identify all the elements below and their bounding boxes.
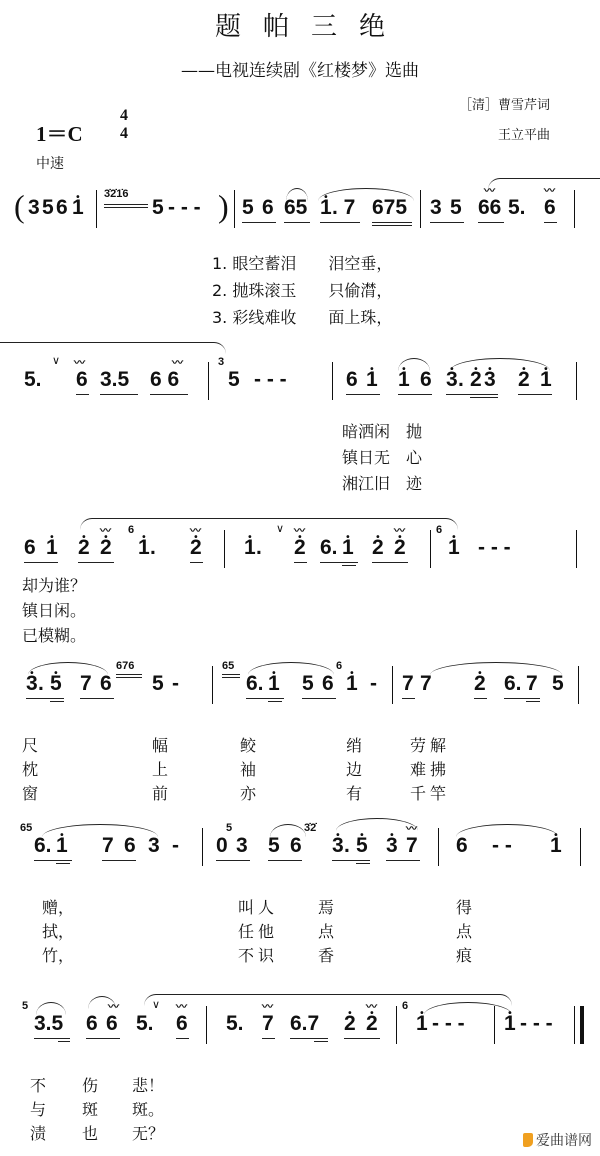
beam bbox=[372, 225, 412, 226]
beam bbox=[246, 698, 284, 699]
lyric-verse-3-word: 香 bbox=[318, 946, 335, 965]
note: 5 bbox=[450, 196, 462, 219]
lyric-verse-3-word: 渍 bbox=[30, 1124, 47, 1143]
grace-note: 6 bbox=[128, 524, 135, 536]
note: 5. bbox=[508, 196, 526, 219]
note: • 1 bbox=[366, 368, 378, 392]
beam bbox=[242, 222, 276, 223]
note: 6 bbox=[106, 1012, 118, 1035]
beam bbox=[24, 562, 58, 563]
beam bbox=[86, 1038, 120, 1039]
note: 7 bbox=[406, 834, 418, 857]
grace-note: 6 bbox=[436, 524, 443, 536]
note: . bbox=[458, 368, 464, 391]
lyric-verse-2-word: 点 bbox=[456, 922, 473, 941]
barline bbox=[208, 362, 209, 400]
lyric-verse-2-word: 斑。 bbox=[132, 1100, 165, 1119]
open-paren: ( bbox=[14, 188, 25, 224]
mordent-icon: 〰 bbox=[100, 524, 109, 537]
note: 65 bbox=[284, 196, 308, 219]
barline bbox=[576, 530, 577, 568]
note: 5 bbox=[268, 834, 280, 857]
lyric-verse-2: 2. 抛珠滚玉 只偷潸， bbox=[212, 281, 393, 300]
barline bbox=[224, 530, 225, 568]
lyric-verse-3-word: 也 bbox=[82, 1124, 99, 1143]
barline bbox=[574, 1006, 575, 1044]
grace-note: 5 bbox=[22, 1000, 29, 1012]
lyric-verse-2-word: 任他 bbox=[238, 922, 279, 941]
lyric-verse-3-word: 有 bbox=[346, 784, 363, 803]
beam bbox=[116, 674, 142, 675]
mordent-icon: 〰 bbox=[190, 524, 199, 537]
lyric-verse-1-word: 劳解 bbox=[410, 736, 451, 755]
time-signature-top: 4 bbox=[120, 107, 128, 124]
final-barline bbox=[580, 1006, 584, 1044]
lyric-verse-1-word: 不 bbox=[30, 1076, 47, 1095]
note: • 1 bbox=[540, 368, 552, 392]
beam bbox=[430, 222, 464, 223]
beam bbox=[320, 562, 358, 563]
note: 3 bbox=[148, 834, 160, 857]
lyric-verse-2-word: 与 bbox=[30, 1100, 47, 1119]
time-signature bbox=[116, 108, 132, 141]
note: • 2 bbox=[344, 1012, 356, 1036]
note: 3 bbox=[430, 196, 442, 219]
barline bbox=[438, 828, 439, 866]
note: 5. bbox=[136, 1012, 154, 1035]
beam bbox=[116, 677, 142, 678]
mordent-icon: 〰 bbox=[294, 524, 303, 537]
note: 5 bbox=[152, 672, 164, 695]
mordent-icon: 〰 bbox=[394, 524, 403, 537]
note: • 1 bbox=[72, 196, 84, 220]
note: 6 bbox=[346, 368, 358, 391]
beam bbox=[150, 394, 188, 395]
beam bbox=[76, 394, 89, 395]
dash: - - - bbox=[478, 536, 511, 559]
beam bbox=[268, 701, 282, 702]
beam bbox=[222, 674, 240, 675]
barline bbox=[396, 1006, 397, 1044]
lyric-verse-1: 却为谁？ bbox=[22, 576, 87, 595]
mordent-icon: 〰 bbox=[484, 184, 493, 197]
dash: - - - bbox=[520, 1012, 553, 1035]
mordent-icon: 〰 bbox=[366, 1000, 375, 1013]
beam bbox=[50, 701, 64, 702]
note: 5 bbox=[42, 196, 54, 219]
beam bbox=[78, 562, 114, 563]
note: 6 bbox=[322, 672, 334, 695]
barline bbox=[392, 666, 393, 704]
song-subtitle: ——电视连续剧《红楼梦》选曲 bbox=[181, 61, 419, 81]
beam bbox=[302, 698, 336, 699]
lyric-verse-2-word: 枕 bbox=[22, 760, 39, 779]
beam bbox=[34, 1038, 70, 1039]
note: • 1 bbox=[342, 536, 354, 560]
slur bbox=[488, 178, 600, 191]
note: 7 bbox=[102, 834, 114, 857]
note: • 2 bbox=[470, 368, 482, 392]
key-signature: 1＝C bbox=[36, 122, 83, 146]
beam bbox=[372, 562, 408, 563]
beam bbox=[216, 860, 250, 861]
lyrics-line-4 bbox=[0, 736, 600, 816]
lyric-verse-3-word: 无？ bbox=[132, 1124, 165, 1143]
note: • 1 bbox=[398, 368, 410, 392]
dash: - - - bbox=[432, 1012, 465, 1035]
barline bbox=[576, 362, 577, 400]
lyric-verse-3-word: 前 bbox=[152, 784, 169, 803]
tempo-marking: 中速 bbox=[36, 156, 64, 172]
note: 6 bbox=[24, 536, 36, 559]
note: 6. bbox=[246, 672, 264, 695]
beam bbox=[26, 698, 64, 699]
beam bbox=[386, 860, 420, 861]
note: • 1 bbox=[346, 672, 358, 696]
note: 5 bbox=[242, 196, 254, 219]
note: 6 bbox=[86, 1012, 98, 1035]
note: • 1 bbox=[416, 1012, 428, 1036]
lyric-verse-1-word: 悲！ bbox=[132, 1076, 165, 1095]
lyric-verse-2-word: 袖 bbox=[240, 760, 257, 779]
note: 6 bbox=[176, 1012, 188, 1035]
note: 7 bbox=[420, 672, 432, 695]
beam bbox=[346, 394, 380, 395]
beam bbox=[80, 698, 114, 699]
barline bbox=[206, 1006, 207, 1044]
note: 6 bbox=[290, 834, 302, 857]
beam bbox=[356, 863, 370, 864]
lyrics-line-6 bbox=[0, 1076, 600, 1156]
mordent-icon: 〰 bbox=[544, 184, 553, 197]
slur bbox=[0, 342, 226, 355]
note: • 2 bbox=[294, 536, 306, 560]
beam bbox=[344, 1038, 380, 1039]
staff-line-2 bbox=[0, 354, 600, 400]
note: 7 bbox=[262, 1012, 274, 1035]
close-paren: ) bbox=[218, 188, 229, 224]
beam bbox=[478, 222, 504, 223]
lyric-verse-1-word: 绡 bbox=[346, 736, 363, 755]
beam bbox=[100, 394, 138, 395]
note: • 1 bbox=[268, 672, 280, 696]
dash: - - bbox=[492, 834, 512, 857]
beam bbox=[526, 701, 540, 702]
mordent-icon: 〰 bbox=[172, 356, 181, 369]
note: 3 bbox=[28, 196, 40, 219]
beam bbox=[342, 565, 356, 566]
grace-note: 5 bbox=[226, 822, 233, 834]
barline bbox=[96, 190, 97, 228]
beam bbox=[294, 562, 307, 563]
dash: - bbox=[172, 834, 179, 857]
note: • 3 bbox=[386, 834, 398, 858]
lyric-verse-3-word: 亦 bbox=[240, 784, 257, 803]
dash: - bbox=[172, 672, 179, 695]
note: 3.5 bbox=[34, 1012, 64, 1035]
lyric-verse-2-word: 边 bbox=[346, 760, 363, 779]
note: 5 bbox=[552, 672, 564, 695]
note: • 1 bbox=[244, 536, 256, 560]
barline bbox=[202, 828, 203, 866]
note: • 3 bbox=[484, 368, 496, 392]
note: • 1 bbox=[320, 196, 332, 220]
barline bbox=[430, 530, 431, 568]
note: 6. bbox=[504, 672, 522, 695]
lyrics-line-5 bbox=[0, 898, 600, 978]
grace-notes: 3̇2̇1̇6 bbox=[104, 188, 129, 200]
note: • 3 bbox=[26, 672, 38, 696]
barline bbox=[494, 1006, 495, 1044]
lyric-verse-1-word: 焉 bbox=[318, 898, 335, 917]
note: 6 bbox=[124, 834, 136, 857]
beam bbox=[398, 394, 432, 395]
beam bbox=[262, 1038, 275, 1039]
note: • 1 bbox=[448, 536, 460, 560]
note: . 7 bbox=[332, 196, 356, 219]
beam bbox=[58, 1041, 70, 1042]
note: • 2 bbox=[190, 536, 202, 560]
beam bbox=[470, 397, 498, 398]
dash: - - - bbox=[168, 196, 201, 219]
lyric-verse-3-word: 窗 bbox=[22, 784, 39, 803]
beam bbox=[284, 222, 310, 223]
note: 5 bbox=[302, 672, 314, 695]
staff-line-3 bbox=[0, 522, 600, 568]
barline bbox=[332, 362, 333, 400]
barline bbox=[234, 190, 235, 228]
lyric-verse-2-word: 难拂 bbox=[410, 760, 451, 779]
lyric-verse-3-word: 竹， bbox=[42, 946, 75, 965]
barline bbox=[580, 828, 581, 866]
note: • 2 bbox=[372, 536, 384, 560]
beam bbox=[104, 207, 148, 208]
beam bbox=[176, 1038, 189, 1039]
lyric-verse-1-word: 叫人 bbox=[238, 898, 279, 917]
music-note-logo-icon bbox=[523, 1133, 533, 1147]
grace-note: 6 bbox=[402, 1000, 409, 1012]
note: • 2 bbox=[100, 536, 112, 560]
note: 6 bbox=[544, 196, 556, 219]
note: • 1 bbox=[504, 1012, 516, 1036]
barline bbox=[420, 190, 421, 228]
lyric-verse-1-word: 尺 bbox=[22, 736, 39, 755]
beam bbox=[372, 222, 412, 223]
note: • 2 bbox=[78, 536, 90, 560]
beam bbox=[446, 394, 498, 395]
note: . bbox=[344, 834, 350, 857]
song-title: 题帕三绝 bbox=[214, 12, 407, 42]
beam bbox=[402, 698, 415, 699]
lyric-verse-2-word: 点 bbox=[318, 922, 335, 941]
grace-notes: 3̇2̇ bbox=[304, 822, 317, 834]
note: 6. bbox=[34, 834, 52, 857]
slur bbox=[450, 358, 550, 371]
note: • 1 bbox=[56, 834, 68, 858]
mordent-icon: 〰 bbox=[108, 1000, 117, 1013]
dash: - bbox=[370, 672, 377, 695]
beam bbox=[190, 562, 203, 563]
lyric-verse-1: 暗洒闲 抛 bbox=[342, 422, 423, 441]
note: 7 bbox=[80, 672, 92, 695]
time-signature-bottom: 4 bbox=[120, 125, 128, 142]
note: • 5 bbox=[356, 834, 368, 858]
slur bbox=[430, 662, 562, 675]
note: 6 bbox=[420, 368, 432, 391]
beam bbox=[222, 677, 240, 678]
lyric-verse-3: 已模糊。 bbox=[22, 626, 87, 645]
grace-notes: 65 bbox=[222, 660, 235, 672]
beam bbox=[518, 394, 552, 395]
note: 675 bbox=[372, 196, 408, 219]
note: • 5 bbox=[50, 672, 62, 696]
lyric-verse-3: 3. 彩线难收 面上珠， bbox=[212, 308, 393, 327]
beam bbox=[314, 1041, 328, 1042]
breath-mark-icon: ∨ bbox=[152, 998, 161, 1011]
grace-notes: 676 bbox=[116, 660, 135, 672]
lyricist-credit: ［清］曹雪芹词 bbox=[458, 98, 550, 113]
lyric-verse-3-word: 千竿 bbox=[410, 784, 451, 803]
lyric-verse-2-word: 上 bbox=[152, 760, 169, 779]
note: • 3 bbox=[446, 368, 458, 392]
staff-line-6 bbox=[0, 998, 600, 1044]
note: 6. bbox=[320, 536, 338, 559]
barline bbox=[574, 190, 575, 228]
beam bbox=[320, 222, 360, 223]
note: 6 bbox=[56, 196, 68, 219]
beam bbox=[34, 860, 72, 861]
staff-line-5 bbox=[0, 822, 600, 866]
mordent-icon: 〰 bbox=[74, 356, 83, 369]
staff-line-4 bbox=[0, 660, 600, 704]
barline bbox=[578, 666, 579, 704]
note: 5 bbox=[228, 368, 240, 391]
note: 6 bbox=[262, 196, 274, 219]
lyric-verse-1-word: 伤 bbox=[82, 1076, 99, 1095]
beam bbox=[504, 698, 540, 699]
note: • 1 bbox=[46, 536, 58, 560]
note: 5. bbox=[24, 368, 42, 391]
breath-mark-icon: ∨ bbox=[276, 522, 285, 535]
lyric-verse-2: 镇日闲。 bbox=[22, 601, 87, 620]
composer-credit: 王立平曲 bbox=[497, 128, 550, 143]
beam bbox=[104, 204, 148, 205]
lyric-verse-1-word: 得 bbox=[456, 898, 473, 917]
note: 3.5 bbox=[100, 368, 130, 391]
note: 6.7 bbox=[290, 1012, 320, 1035]
lyric-verse-2: 镇日无 心 bbox=[342, 448, 423, 467]
beam bbox=[56, 863, 70, 864]
grace-notes: 65 bbox=[20, 822, 33, 834]
mordent-icon: 〰 bbox=[176, 1000, 185, 1013]
site-watermark bbox=[523, 1130, 592, 1150]
lyric-verse-1-word: 鲛 bbox=[240, 736, 257, 755]
lyric-verse-2-word: 斑 bbox=[82, 1100, 99, 1119]
note: • 2 bbox=[366, 1012, 378, 1036]
lyric-verse-3-word: 不识 bbox=[238, 946, 279, 965]
beam bbox=[290, 1038, 328, 1039]
note: . bbox=[256, 536, 262, 559]
mordent-icon: 〰 bbox=[406, 822, 415, 835]
note: 5. bbox=[226, 1012, 244, 1035]
note: 3 bbox=[236, 834, 248, 857]
note: • 2 bbox=[474, 672, 486, 696]
note: 6 6 bbox=[150, 368, 180, 391]
staff-line-1 bbox=[0, 184, 600, 228]
lyric-verse-1-word: 赠， bbox=[42, 898, 75, 917]
note: . bbox=[150, 536, 156, 559]
lyric-verse-1-word: 幅 bbox=[152, 736, 169, 755]
lyric-verse-2-word: 拭， bbox=[42, 922, 75, 941]
breath-mark-icon: ∨ bbox=[52, 354, 61, 367]
note: 6 bbox=[456, 834, 468, 857]
beam bbox=[102, 860, 136, 861]
barline bbox=[212, 666, 213, 704]
mordent-icon: 〰 bbox=[262, 1000, 271, 1013]
note: 66 bbox=[478, 196, 502, 219]
grace-note: 3 bbox=[218, 356, 225, 368]
note: 0 bbox=[216, 834, 228, 857]
beam bbox=[544, 222, 557, 223]
note: 6 bbox=[76, 368, 88, 391]
lyric-verse-3: 湘江旧 迹 bbox=[342, 474, 423, 493]
note: • 2 bbox=[518, 368, 530, 392]
grace-note: 6 bbox=[336, 660, 343, 672]
note: • 3 bbox=[332, 834, 344, 858]
note: • 2 bbox=[394, 536, 406, 560]
note: 6 bbox=[100, 672, 112, 695]
note: 7 bbox=[402, 672, 414, 695]
note: • 1 bbox=[138, 536, 150, 560]
lyric-verse-1: 1. 眼空蓄泪 泪空垂， bbox=[212, 254, 393, 273]
dash: - - - bbox=[254, 368, 287, 391]
note: • 1 bbox=[550, 834, 562, 858]
beam bbox=[474, 698, 487, 699]
watermark-text: 爱曲谱网 bbox=[536, 1133, 592, 1149]
note: . bbox=[38, 672, 44, 695]
beam bbox=[332, 860, 370, 861]
beam bbox=[268, 860, 302, 861]
note: 7 bbox=[526, 672, 538, 695]
note: 5 bbox=[152, 196, 164, 219]
lyric-verse-3-word: 痕 bbox=[456, 946, 473, 965]
